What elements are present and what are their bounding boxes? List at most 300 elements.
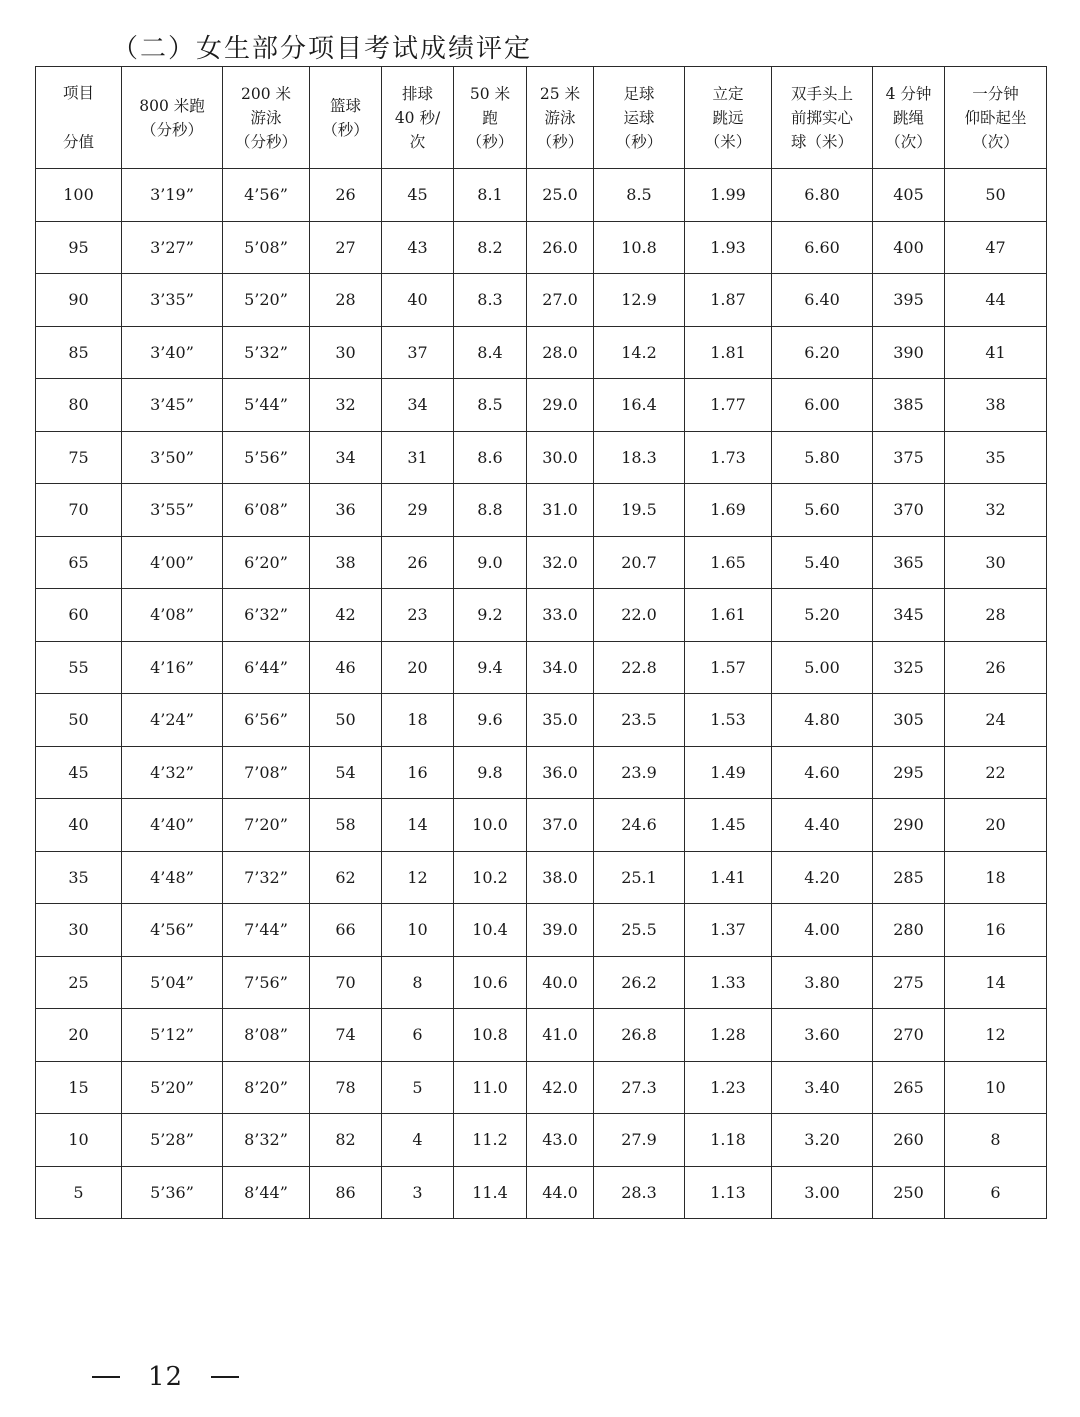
table-cell: 8.4 bbox=[454, 326, 527, 379]
table-cell: 6’44” bbox=[223, 641, 310, 694]
table-cell: 26 bbox=[945, 641, 1047, 694]
column-header-line: 游泳 bbox=[250, 108, 282, 127]
score-value-cell: 50 bbox=[36, 694, 122, 747]
column-header-line: （次） bbox=[972, 132, 1019, 151]
table-cell: 22 bbox=[945, 746, 1047, 799]
column-header bbox=[382, 67, 454, 169]
table-cell: 31.0 bbox=[527, 484, 594, 537]
page-title: （二）女生部分项目考试成绩评定 bbox=[112, 34, 533, 64]
table-cell: 4’08” bbox=[122, 589, 223, 642]
column-header-line: 运球 bbox=[623, 108, 655, 127]
table-cell: 275 bbox=[873, 956, 945, 1009]
page-footer bbox=[92, 1362, 239, 1392]
table-cell: 46 bbox=[310, 641, 382, 694]
table-cell: 32 bbox=[945, 484, 1047, 537]
table-cell: 26 bbox=[382, 536, 454, 589]
table-cell: 25.0 bbox=[527, 169, 594, 222]
table-cell: 23.5 bbox=[594, 694, 685, 747]
table-cell: 370 bbox=[873, 484, 945, 537]
table-cell: 10.8 bbox=[594, 221, 685, 274]
table-cell: 12 bbox=[945, 1009, 1047, 1062]
table-cell: 44.0 bbox=[527, 1166, 594, 1219]
column-header-line: 前掷实心 bbox=[790, 108, 853, 127]
table-cell: 32 bbox=[310, 379, 382, 432]
table-cell: 18 bbox=[945, 851, 1047, 904]
table-cell: 5’28” bbox=[122, 1114, 223, 1167]
table-cell: 4.60 bbox=[772, 746, 873, 799]
table-cell: 42 bbox=[310, 589, 382, 642]
table-cell: 7’08” bbox=[223, 746, 310, 799]
table-cell: 16 bbox=[382, 746, 454, 799]
table-cell: 1.49 bbox=[685, 746, 772, 799]
table-cell: 5’32” bbox=[223, 326, 310, 379]
table-cell: 44 bbox=[945, 274, 1047, 327]
column-header-line: 40 秒/ bbox=[394, 108, 441, 127]
table-cell: 14 bbox=[945, 956, 1047, 1009]
table-cell: 8 bbox=[382, 956, 454, 1009]
table-cell: 4’16” bbox=[122, 641, 223, 694]
table-cell: 34 bbox=[382, 379, 454, 432]
table-cell: 18 bbox=[382, 694, 454, 747]
table-cell: 10.0 bbox=[454, 799, 527, 852]
table-cell: 45 bbox=[382, 169, 454, 222]
table-row bbox=[36, 274, 1047, 327]
table-cell: 8.6 bbox=[454, 431, 527, 484]
table-body bbox=[36, 169, 1047, 1219]
table-cell: 29 bbox=[382, 484, 454, 537]
table-cell: 5.80 bbox=[772, 431, 873, 484]
table-cell: 22.8 bbox=[594, 641, 685, 694]
column-header-line: 次 bbox=[409, 132, 426, 151]
column-header-line: 跑 bbox=[482, 108, 498, 127]
table-cell: 8’08” bbox=[223, 1009, 310, 1062]
table-cell: 1.37 bbox=[685, 904, 772, 957]
table-cell: 8.5 bbox=[454, 379, 527, 432]
table-cell: 1.18 bbox=[685, 1114, 772, 1167]
score-value-cell: 85 bbox=[36, 326, 122, 379]
table-cell: 3’35” bbox=[122, 274, 223, 327]
score-value-cell: 25 bbox=[36, 956, 122, 1009]
table-cell: 38.0 bbox=[527, 851, 594, 904]
table-cell: 3’45” bbox=[122, 379, 223, 432]
corner-header-cell bbox=[36, 67, 122, 169]
table-cell: 3.60 bbox=[772, 1009, 873, 1062]
score-value-cell: 75 bbox=[36, 431, 122, 484]
table-cell: 40.0 bbox=[527, 956, 594, 1009]
column-header bbox=[223, 67, 310, 169]
table-row bbox=[36, 694, 1047, 747]
table-cell: 37 bbox=[382, 326, 454, 379]
table-cell: 3.40 bbox=[772, 1061, 873, 1114]
table-cell: 400 bbox=[873, 221, 945, 274]
table-cell: 41.0 bbox=[527, 1009, 594, 1062]
table-cell: 5’20” bbox=[122, 1061, 223, 1114]
page-number: 12 bbox=[148, 1362, 184, 1392]
table-cell: 6.80 bbox=[772, 169, 873, 222]
table-row bbox=[36, 431, 1047, 484]
score-value-cell: 60 bbox=[36, 589, 122, 642]
score-value-cell: 30 bbox=[36, 904, 122, 957]
table-cell: 16.4 bbox=[594, 379, 685, 432]
table-cell: 50 bbox=[945, 169, 1047, 222]
table-cell: 395 bbox=[873, 274, 945, 327]
column-header bbox=[454, 67, 527, 169]
table-row bbox=[36, 851, 1047, 904]
column-header-line: （秒） bbox=[536, 132, 584, 151]
column-header-line: 50 米 bbox=[469, 84, 511, 103]
table-row bbox=[36, 484, 1047, 537]
table-cell: 6’08” bbox=[223, 484, 310, 537]
table-cell: 3’40” bbox=[122, 326, 223, 379]
table-cell: 1.13 bbox=[685, 1166, 772, 1219]
table-cell: 6.40 bbox=[772, 274, 873, 327]
table-row bbox=[36, 1009, 1047, 1062]
table-cell: 38 bbox=[310, 536, 382, 589]
column-header-line: 球（米） bbox=[790, 132, 853, 151]
table-cell: 28.3 bbox=[594, 1166, 685, 1219]
table-cell: 4’56” bbox=[122, 904, 223, 957]
table-cell: 1.53 bbox=[685, 694, 772, 747]
table-cell: 32.0 bbox=[527, 536, 594, 589]
table-cell: 3.80 bbox=[772, 956, 873, 1009]
table-cell: 54 bbox=[310, 746, 382, 799]
table-row bbox=[36, 641, 1047, 694]
table-cell: 30 bbox=[310, 326, 382, 379]
table-cell: 11.0 bbox=[454, 1061, 527, 1114]
table-cell: 26.8 bbox=[594, 1009, 685, 1062]
table-cell: 6’32” bbox=[223, 589, 310, 642]
footer-dash-left bbox=[92, 1376, 120, 1378]
table-cell: 4’48” bbox=[122, 851, 223, 904]
table-cell: 47 bbox=[945, 221, 1047, 274]
column-header-line: （米） bbox=[704, 132, 752, 151]
column-header-line: 一分钟 bbox=[972, 84, 1019, 103]
table-cell: 26.0 bbox=[527, 221, 594, 274]
table-cell: 23.9 bbox=[594, 746, 685, 799]
column-header bbox=[527, 67, 594, 169]
table-cell: 62 bbox=[310, 851, 382, 904]
table-cell: 27 bbox=[310, 221, 382, 274]
table-cell: 16 bbox=[945, 904, 1047, 957]
column-header-line: （分秒） bbox=[140, 120, 203, 139]
table-cell: 30.0 bbox=[527, 431, 594, 484]
table-cell: 36.0 bbox=[527, 746, 594, 799]
table-cell: 6 bbox=[382, 1009, 454, 1062]
score-value-cell: 70 bbox=[36, 484, 122, 537]
table-cell: 5’56” bbox=[223, 431, 310, 484]
corner-label-item: 项目 bbox=[62, 84, 94, 102]
table-cell: 19.5 bbox=[594, 484, 685, 537]
table-cell: 4’40” bbox=[122, 799, 223, 852]
table-cell: 1.61 bbox=[685, 589, 772, 642]
score-value-cell: 100 bbox=[36, 169, 122, 222]
column-header-line: 排球 bbox=[401, 84, 433, 103]
corner-label-score: 分值 bbox=[62, 133, 94, 151]
table-cell: 25.1 bbox=[594, 851, 685, 904]
table-cell: 4.00 bbox=[772, 904, 873, 957]
table-cell: 12 bbox=[382, 851, 454, 904]
table-row bbox=[36, 589, 1047, 642]
table-cell: 3.20 bbox=[772, 1114, 873, 1167]
column-header bbox=[772, 67, 873, 169]
table-cell: 10.2 bbox=[454, 851, 527, 904]
table-cell: 28 bbox=[310, 274, 382, 327]
table-cell: 8’32” bbox=[223, 1114, 310, 1167]
score-value-cell: 40 bbox=[36, 799, 122, 852]
table-cell: 280 bbox=[873, 904, 945, 957]
table-cell: 10.8 bbox=[454, 1009, 527, 1062]
table-cell: 4’56” bbox=[223, 169, 310, 222]
table-cell: 4’32” bbox=[122, 746, 223, 799]
table-cell: 8’44” bbox=[223, 1166, 310, 1219]
table-cell: 3’50” bbox=[122, 431, 223, 484]
column-header-line: 仰卧起坐 bbox=[964, 108, 1027, 127]
table-cell: 3.00 bbox=[772, 1166, 873, 1219]
table-cell: 82 bbox=[310, 1114, 382, 1167]
table-cell: 24.6 bbox=[594, 799, 685, 852]
table-row bbox=[36, 904, 1047, 957]
table-cell: 6.00 bbox=[772, 379, 873, 432]
column-header-line: 4 分钟 bbox=[885, 84, 932, 103]
column-header-line: （分秒） bbox=[234, 132, 297, 151]
table-row bbox=[36, 169, 1047, 222]
table-cell: 43.0 bbox=[527, 1114, 594, 1167]
table-cell: 1.87 bbox=[685, 274, 772, 327]
table-cell: 66 bbox=[310, 904, 382, 957]
table-cell: 5’36” bbox=[122, 1166, 223, 1219]
table-cell: 36 bbox=[310, 484, 382, 537]
footer-dash-right bbox=[211, 1376, 239, 1378]
column-header-line: （次） bbox=[885, 132, 932, 151]
column-header-line: （秒） bbox=[466, 132, 514, 151]
table-cell: 305 bbox=[873, 694, 945, 747]
column-header bbox=[945, 67, 1047, 169]
table-cell: 7’20” bbox=[223, 799, 310, 852]
column-header-line: 25 米 bbox=[539, 84, 581, 103]
table-cell: 1.33 bbox=[685, 956, 772, 1009]
table-cell: 9.8 bbox=[454, 746, 527, 799]
score-value-cell: 15 bbox=[36, 1061, 122, 1114]
table-cell: 8.2 bbox=[454, 221, 527, 274]
table-cell: 4.80 bbox=[772, 694, 873, 747]
table-cell: 290 bbox=[873, 799, 945, 852]
column-header bbox=[122, 67, 223, 169]
table-cell: 260 bbox=[873, 1114, 945, 1167]
table-cell: 34 bbox=[310, 431, 382, 484]
table-cell: 78 bbox=[310, 1061, 382, 1114]
table-cell: 7’44” bbox=[223, 904, 310, 957]
column-header-line: 立定 bbox=[712, 84, 744, 103]
table-cell: 50 bbox=[310, 694, 382, 747]
table-cell: 20.7 bbox=[594, 536, 685, 589]
table-cell: 8.3 bbox=[454, 274, 527, 327]
table-cell: 37.0 bbox=[527, 799, 594, 852]
score-value-cell: 5 bbox=[36, 1166, 122, 1219]
table-cell: 365 bbox=[873, 536, 945, 589]
table-cell: 4’00” bbox=[122, 536, 223, 589]
column-header bbox=[310, 67, 382, 169]
table-cell: 43 bbox=[382, 221, 454, 274]
table-cell: 390 bbox=[873, 326, 945, 379]
table-cell: 27.3 bbox=[594, 1061, 685, 1114]
table-cell: 35 bbox=[945, 431, 1047, 484]
table-cell: 22.0 bbox=[594, 589, 685, 642]
table-cell: 345 bbox=[873, 589, 945, 642]
table-cell: 6’20” bbox=[223, 536, 310, 589]
table-cell: 1.69 bbox=[685, 484, 772, 537]
column-header bbox=[873, 67, 945, 169]
table-cell: 9.6 bbox=[454, 694, 527, 747]
table-row bbox=[36, 326, 1047, 379]
table-cell: 38 bbox=[945, 379, 1047, 432]
table-cell: 5’04” bbox=[122, 956, 223, 1009]
table-cell: 86 bbox=[310, 1166, 382, 1219]
table-cell: 4.20 bbox=[772, 851, 873, 904]
table-cell: 8.1 bbox=[454, 169, 527, 222]
table-cell: 30 bbox=[945, 536, 1047, 589]
table-cell: 1.73 bbox=[685, 431, 772, 484]
column-header-line: 200 米 bbox=[240, 84, 291, 103]
table-cell: 11.4 bbox=[454, 1166, 527, 1219]
table-cell: 3 bbox=[382, 1166, 454, 1219]
table-cell: 23 bbox=[382, 589, 454, 642]
table-cell: 9.4 bbox=[454, 641, 527, 694]
column-header-line: （秒） bbox=[322, 120, 369, 139]
score-value-cell: 10 bbox=[36, 1114, 122, 1167]
table-cell: 6.60 bbox=[772, 221, 873, 274]
table-cell: 41 bbox=[945, 326, 1047, 379]
table-cell: 8.8 bbox=[454, 484, 527, 537]
table-cell: 4’24” bbox=[122, 694, 223, 747]
table-cell: 39.0 bbox=[527, 904, 594, 957]
table-cell: 285 bbox=[873, 851, 945, 904]
table-cell: 7’56” bbox=[223, 956, 310, 1009]
table-cell: 40 bbox=[382, 274, 454, 327]
table-cell: 27.0 bbox=[527, 274, 594, 327]
table-cell: 295 bbox=[873, 746, 945, 799]
table-cell: 58 bbox=[310, 799, 382, 852]
score-table bbox=[35, 66, 1047, 1219]
column-header-line: 跳绳 bbox=[892, 108, 924, 127]
column-header-line: （秒） bbox=[615, 132, 663, 151]
table-row bbox=[36, 221, 1047, 274]
table-cell: 8.5 bbox=[594, 169, 685, 222]
table-cell: 9.0 bbox=[454, 536, 527, 589]
header-row bbox=[36, 67, 1047, 169]
table-cell: 325 bbox=[873, 641, 945, 694]
table-row bbox=[36, 746, 1047, 799]
table-cell: 385 bbox=[873, 379, 945, 432]
table-cell: 1.77 bbox=[685, 379, 772, 432]
column-header-line: 游泳 bbox=[544, 108, 576, 127]
table-row bbox=[36, 1114, 1047, 1167]
table-cell: 33.0 bbox=[527, 589, 594, 642]
table-cell: 8’20” bbox=[223, 1061, 310, 1114]
table-cell: 35.0 bbox=[527, 694, 594, 747]
table-cell: 1.99 bbox=[685, 169, 772, 222]
score-value-cell: 65 bbox=[36, 536, 122, 589]
table-cell: 3’19” bbox=[122, 169, 223, 222]
table-cell: 5.60 bbox=[772, 484, 873, 537]
table-row bbox=[36, 956, 1047, 1009]
column-header-line: 跳远 bbox=[712, 108, 744, 127]
table-cell: 5’12” bbox=[122, 1009, 223, 1062]
table-row bbox=[36, 1061, 1047, 1114]
table-cell: 6’56” bbox=[223, 694, 310, 747]
table-cell: 24 bbox=[945, 694, 1047, 747]
table-cell: 5.00 bbox=[772, 641, 873, 694]
table-cell: 20 bbox=[382, 641, 454, 694]
table-cell: 5’44” bbox=[223, 379, 310, 432]
table-cell: 1.93 bbox=[685, 221, 772, 274]
table-cell: 20 bbox=[945, 799, 1047, 852]
table-cell: 1.41 bbox=[685, 851, 772, 904]
table-cell: 11.2 bbox=[454, 1114, 527, 1167]
table-cell: 12.9 bbox=[594, 274, 685, 327]
table-cell: 9.2 bbox=[454, 589, 527, 642]
column-header-line: 800 米跑 bbox=[139, 96, 205, 115]
table-cell: 5.40 bbox=[772, 536, 873, 589]
table-cell: 1.57 bbox=[685, 641, 772, 694]
table-cell: 1.23 bbox=[685, 1061, 772, 1114]
table-cell: 7’32” bbox=[223, 851, 310, 904]
score-value-cell: 55 bbox=[36, 641, 122, 694]
score-value-cell: 95 bbox=[36, 221, 122, 274]
table-cell: 250 bbox=[873, 1166, 945, 1219]
table-cell: 5’08” bbox=[223, 221, 310, 274]
table-cell: 265 bbox=[873, 1061, 945, 1114]
column-header-line: 双手头上 bbox=[790, 84, 853, 103]
table-cell: 10.4 bbox=[454, 904, 527, 957]
table-cell: 28.0 bbox=[527, 326, 594, 379]
table-cell: 25.5 bbox=[594, 904, 685, 957]
table-cell: 1.28 bbox=[685, 1009, 772, 1062]
score-value-cell: 80 bbox=[36, 379, 122, 432]
table-cell: 5.20 bbox=[772, 589, 873, 642]
table-cell: 42.0 bbox=[527, 1061, 594, 1114]
column-header-line: 足球 bbox=[623, 84, 655, 103]
table-cell: 70 bbox=[310, 956, 382, 1009]
table-cell: 6 bbox=[945, 1166, 1047, 1219]
table-cell: 26 bbox=[310, 169, 382, 222]
score-value-cell: 35 bbox=[36, 851, 122, 904]
table-cell: 10 bbox=[382, 904, 454, 957]
table-cell: 8 bbox=[945, 1114, 1047, 1167]
table-row bbox=[36, 536, 1047, 589]
table-cell: 10.6 bbox=[454, 956, 527, 1009]
table-cell: 5’20” bbox=[223, 274, 310, 327]
table-cell: 6.20 bbox=[772, 326, 873, 379]
table-cell: 4 bbox=[382, 1114, 454, 1167]
column-header-line: 篮球 bbox=[329, 96, 361, 115]
column-header bbox=[594, 67, 685, 169]
table-cell: 1.45 bbox=[685, 799, 772, 852]
score-value-cell: 20 bbox=[36, 1009, 122, 1062]
table-row bbox=[36, 379, 1047, 432]
score-value-cell: 90 bbox=[36, 274, 122, 327]
table-cell: 34.0 bbox=[527, 641, 594, 694]
table-cell: 29.0 bbox=[527, 379, 594, 432]
table-cell: 270 bbox=[873, 1009, 945, 1062]
table-cell: 1.81 bbox=[685, 326, 772, 379]
table-cell: 375 bbox=[873, 431, 945, 484]
table-cell: 74 bbox=[310, 1009, 382, 1062]
table-cell: 18.3 bbox=[594, 431, 685, 484]
table-cell: 14.2 bbox=[594, 326, 685, 379]
table-cell: 31 bbox=[382, 431, 454, 484]
column-header bbox=[685, 67, 772, 169]
table-cell: 5 bbox=[382, 1061, 454, 1114]
